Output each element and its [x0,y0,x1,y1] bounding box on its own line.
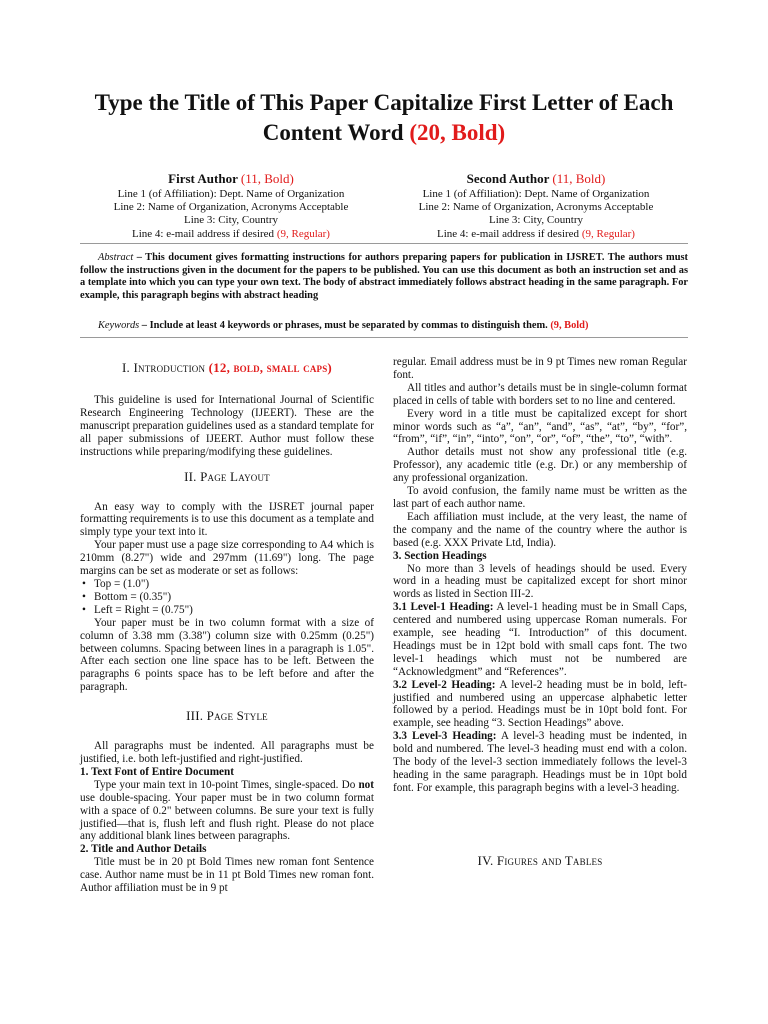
paragraph: An easy way to comply with the IJSRET journal paper formatting requirements is to use this document as a template and simply type your text into it. [80,500,374,539]
paragraph: Every word in a title must be capitalized except for short minor words such as “a”, “an”, “and”, “as”, “at”, “by”, “for”, “from”, “if”, “in”, “into”, “on”, “or”, “of”, “the”, “to”, “with”. [393,407,687,446]
right-column [393,356,687,869]
affiliation-line-1: Line 1 (of Affiliation): Dept. Name of Organization [117,188,345,200]
paper-title-text: Type the Title of This Paper Capitalize First Letter of Each Content Word [94,90,674,145]
paragraph-level-1 [393,601,687,678]
paragraph-text: A level-1 heading must be in Small Caps, centered and numbered using uppercase Roman numerals. For example, see heading “I. Introduction” of this document. Headings must be in 12pt bold with small caps font. The two level-1 headings which must not be numbered are “Acknowledgment” and “References”. [393,601,687,678]
paragraph: regular. Email address must be in 9 pt Times new roman Regular font. [393,356,687,381]
email-line-note: (9, Regular) [276,227,330,240]
paragraph-text: use double-spacing. Your paper must be in two column format with a space of 0.2" between columns. Be sure your text is fully justified—that is, flush left and flush right. Please do not place any additional blank lines between paragraphs. [80,791,374,843]
subheading-text-font: 1. Text Font of Entire Document [80,765,234,778]
affiliation-line-3: Line 3: City, Country [488,214,583,227]
paragraph: Title must be in 20 pt Bold Times new roman font Sentence case. Author name must be in 11 pt Bold Times new roman font. Author affiliation must be in 9 pt [80,856,374,895]
affiliation-line-3: Line 3: City, Country [183,214,278,227]
level-heading: 3.2 Level-2 Heading: [393,678,496,691]
section-title: I. Introduction [122,360,206,375]
paragraph: Author details must not show any professional title (e.g. Professor), any academic title (e.g. Dr.) or any membership of any professional organization. [393,446,687,485]
affiliation-line-2: Line 2: Name of Organization, Acronyms Acceptable [113,201,349,214]
abstract-top-rule [80,243,688,244]
affiliation-line-2: Line 2: Name of Organization, Acronyms Acceptable [418,201,654,214]
left-column [80,356,374,895]
paragraph: This guideline is used for International Journal of Scientific Research Engineering Technology (IJEERT). These are the manuscript preparation guidelines used as a standard template for all paper submissions of IJEERT. Author must follow these instructions while preparing/modifying these guidelines. [80,394,374,458]
paragraph: Your paper must use a page size corresponding to A4 which is 210mm (8.27") wide and 297mm (11.69") long. The page margins can be set as moderate or set as follows: [80,539,374,578]
paragraph [80,779,374,844]
author-name [386,170,686,188]
keywords-format-note: (9, Bold) [547,320,589,331]
affiliation-line-1: Line 1 (of Affiliation): Dept. Name of Organization [422,188,650,200]
paper-title [60,88,708,148]
email-line-text: Line 4: e-mail address if desired [437,227,580,240]
abstract [80,252,688,303]
paragraph: Each affiliation must include, at the very least, the name of the company and the name of the country where the author is based (e.g. XXX Private Ltd, India). [393,510,687,549]
paragraph-text: Type your main text in 10-point Times, single-spaced. Do [94,778,359,791]
author-first [81,170,381,241]
abstract-bottom-rule [80,337,688,338]
section-heading-figures-tables: IV. Figures and Tables [477,852,603,868]
author-second [386,170,686,241]
subheading-section-headings: 3. Section Headings [393,549,487,562]
affiliation-line-4 [386,228,686,241]
keywords-text: – Include at least 4 keywords or phrases, must be separated by commas to distinguish them. [139,320,548,331]
level-heading: 3.1 Level-1 Heading: [393,601,494,614]
keywords [80,319,688,332]
section-heading-page-style: III. Page Style [186,708,268,724]
author-name-note: (11, Bold) [240,171,294,186]
section-format-note: (12, bold, small caps) [208,360,332,375]
paragraph: All titles and author’s details must be in single-column format placed in cells of table with borders set to no line and centered. [393,381,687,407]
paragraph-level-2 [393,679,687,731]
paper-title-format-note: (20, Bold) [409,120,506,145]
list-item: • Top = (1.0") [80,578,374,591]
paragraph-text: A level-3 heading must be indented, in bold and numbered. The level-3 heading must end with a colon. The body of the level-3 section immediately follows the level-3 heading in the same paragraph. Headings must be in 10pt bold font. For example, this paragraph begins with a level-3 heading. [393,730,687,794]
paragraph: Your paper must be in two column format with a size of column of 3.38 mm (3.38") column size with 0.25mm (0.25") between columns. Spacing between lines in a paragraph is 1.05". After each section one line space has to be left. Between the paragraphs 6 points space has to be left before and after the paragraph. [80,616,374,694]
author-name-text: Second Author [466,171,550,186]
list-item: • Bottom = (0.35") [80,591,374,604]
paragraph: To avoid confusion, the family name must be written as the last part of each author name. [393,485,687,510]
author-name-text: First Author [168,171,238,186]
section-heading-introduction [80,360,374,376]
author-name [81,170,381,188]
email-line-note: (9, Regular) [581,227,635,240]
subheading-title-author: 2. Title and Author Details [80,843,207,856]
paragraph: No more than 3 levels of headings should be used. Every word in a heading must be capitalized except for short minor words as listed in Section III-2. [393,562,687,601]
level-heading: 3.3 Level-3 Heading: [393,730,497,743]
affiliation-line-4 [81,228,381,241]
section-heading-page-layout: II. Page Layout [184,468,270,484]
abstract-text: – This document gives formatting instructions for authors preparing papers for publication in IJSRET. The authors must follow the instructions given in the document for the papers to be published. You can use this document as both an instruction set and as a template into which you can type your own text. The body of abstract immediately follows abstract heading in the same paragraph. For example, this paragraph begins with abstract heading [80,252,688,302]
paragraph: All paragraphs must be indented. All paragraphs must be justified, i.e. both left-justified and right-justified. [80,740,374,766]
paragraph-level-3 [393,730,687,795]
paragraph-text: A level-2 heading must be in bold, left-justified and numbered using an uppercase alphabetic letter followed by a period. Headings must be in 10pt bold font. For example, see heading “3. Section Headings” above. [393,678,687,730]
abstract-label: Abstract [98,252,134,263]
email-line-text: Line 4: e-mail address if desired [132,227,275,240]
list-item: • Left = Right = (0.75") [80,604,374,617]
margin-list [80,578,374,617]
keywords-label: Keywords [98,320,140,331]
author-name-note: (11, Bold) [552,171,606,186]
emphasis-not: not [358,778,374,791]
